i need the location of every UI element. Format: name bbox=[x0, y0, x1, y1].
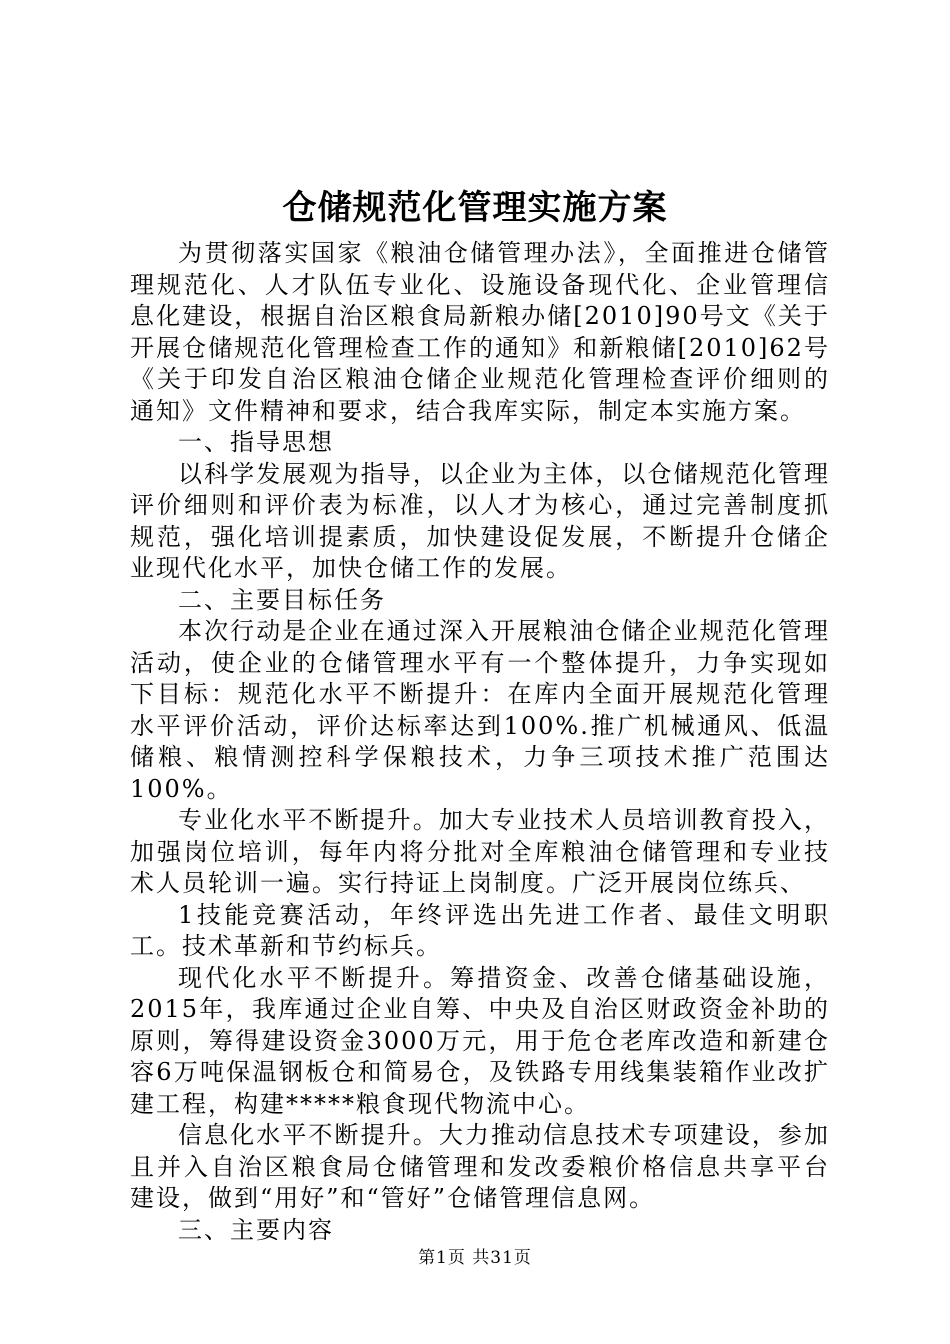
paragraph-specialization: 专业化水平不断提升。加大专业技术人员培训教育投入，加强岗位培训，每年内将分批对全库粮油仓储管理和专业技术人员轮训一遍。实行持证上岗制度。广泛开展岗位练兵、 bbox=[130, 806, 830, 897]
paragraph-guiding: 以科学发展观为指导，以企业为主体，以仓储规范化管理评价细则和评价表为标准，以人才为核心，通过完善制度抓规范，强化培训提素质，加快建设促发展，不断提升仓储企业现代化水平，加快仓储工作的发展。 bbox=[130, 459, 830, 582]
section-heading-3: 三、主要内容 bbox=[178, 1215, 334, 1244]
document-title: 仓储规范化管理实施方案 bbox=[282, 188, 668, 228]
paragraph-intro: 为贯彻落实国家《粮油仓储管理办法》，全面推进仓储管理规范化、人才队伍专业化、设施设备现代化、企业管理信息化建设，根据自治区粮食局新粮办储[2010]90号文《关于开展仓储规范化管理检查工作的通知》和新粮储[2010]62号《关于印发自治区粮油仓储企业规范化管理检查评价细则的通知》文件精神和要求，结合我库实际，制定本实施方案。 bbox=[130, 239, 830, 425]
paragraph-modernization: 现代化水平不断提升。筹措资金、改善仓储基础设施，2015年，我库通过企业自筹、中央及自治区财政资金补助的原则，筹得建设资金3000万元，用于危仓老库改造和新建仓容6万吨保温钢板仓和简易仓，及铁路专用线集装箱作业改扩建工程，构建*****粮食现代物流中心。 bbox=[130, 963, 830, 1118]
paragraph-informatization: 信息化水平不断提升。大力推动信息技术专项建设，参加且并入自治区粮食局仓储管理和发改委粮价格信息共享平台建设，做到“用好”和“管好”仓储管理信息网。 bbox=[130, 1121, 830, 1212]
section-heading-1: 一、指导思想 bbox=[178, 428, 334, 456]
paragraph-goals: 本次行动是企业在通过深入开展粮油仓储企业规范化管理活动，使企业的仓储管理水平有一个整体提升，力争实现如下目标：规范化水平不断提升：在库内全面开展规范化管理水平评价活动，评价达标率达到100%.推广机械通风、低温储粮、粮情测控科学保粮技术，力争三项技术推广范围达100%。 bbox=[130, 617, 830, 803]
section-heading-2: 二、主要目标任务 bbox=[178, 585, 386, 614]
paragraph-skills: 1技能竞赛活动，年终评选出先进工作者、最佳文明职工。技术革新和节约标兵。 bbox=[130, 900, 830, 960]
page-footer: 第1页 共31页 bbox=[418, 1248, 532, 1268]
document-body bbox=[130, 238, 830, 1246]
